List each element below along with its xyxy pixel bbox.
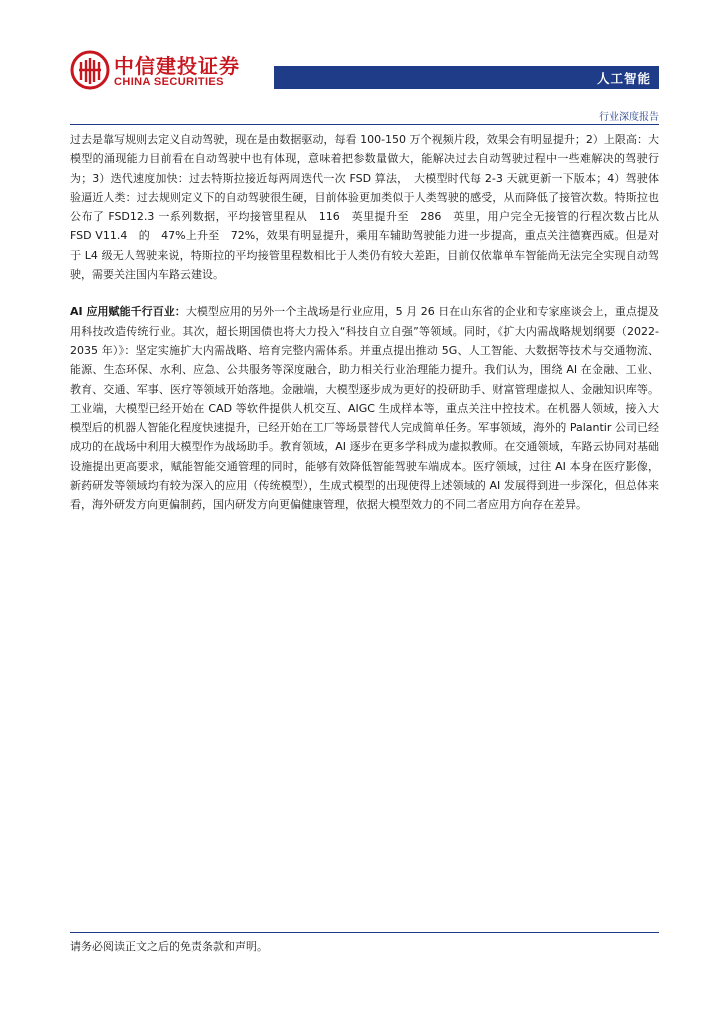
paragraph-autonomous-driving: 过去是靠写规则去定义自动驾驶，现在是由数据驱动，每看 100-150 万个视频片段，效果会有明显提升；2）上限高：大模型的涌现能力目前看在自动驾驶中也有体现，意味着把参数量做大，能解决过去自动驾驶过程中一些难解决的驾驶行为；3）迭代速度加快：过去特斯拉接近每两周迭代一次 FSD 算法， 大模型时代每 2-3 天就更新一下版本；4）驾驶体验逼近人类：过去规则定义下的自动驾驶很生硬，目前体验更加类似于人类驾驶的感受，从而降低了接管次数。特斯拉也公布了 FSD12.3 一系列数据，平均接管里程从 116 英里提升至 286 英里，用户完全无接管的行程次数占比从 FSD V11.4 的 47%上升至 72%，效果有明显提升，乘用车辅助驾驶能力进一步提高，重点关注德赛西威。但是对于 L4 级无人驾驶来说，特斯拉的平均接管里程数相比于人类仍有较大差距，目前仅依靠单车智能尚无法完全实现自动驾驶，需要关注国内车路云建设。 xyxy=(70,133,670,282)
report-type: 行业深度报告 xyxy=(599,112,659,123)
brand-name-cn: 中信建投证券 xyxy=(114,54,240,78)
paragraph-text: 大模型应用的另外一个主战场是行业应用，5 月 26 日在山东省的企业和专家座谈会上，重点提及用科技改造传统行业。其次，超长期国债也将大力投入“科技自立自强”等领域。同时，《扩大内需战略规划纲要（2022-2035 年）》：坚定实施扩大内需战略、培育完整内需体系。并重点提出推动 5G、人工智能、大数据等技术与交通物流、能源、生态环保、水利、应急、公共服务等深度融合，助力相关行业治理能力提升。我们认为，围绕 AI 在金融、工业、教育、交通、军事、医疗等领域开始落地。金融端，大模型逐步成为更好的投研助手、财富管理虚拟人、金融知识库等。工业端，大模型已经开始在 CAD 等软件提供人机交互、AIGC 生成样本等，重点关注中控技术。在机器人领域，接入大模型后的机器人智能化程度快速提升，已经开始在工厂等场景替代人完成简单任务。军事领域，海外的 Palantir 公司已经成功的在战场中利用大模型作为战场助手。教育领域，AI 逐步在更多学科成为虚拟教师。在交通领域，车路云协同对基础设施提出更高要求，赋能智能交通管理的同时，能够有效降低智能驾驶车端成本。医疗领域，过往 AI 本身在医疗影像，新药研发等领域均有较为深入的应用（传统模型），生成式模型的出现使得上述领域的 AI 发展得到进一步深化，但总体来看，海外研发方向更偏制药，国内研发方向更偏健康管理，依据大模型效力的不同二者应用方向存在差异。 xyxy=(70,305,660,512)
footer-disclaimer: 请务必阅读正文之后的免责条款和声明。 xyxy=(70,940,268,953)
paragraph-lead: AI 应用赋能千行百业： xyxy=(70,305,186,319)
footer-divider xyxy=(70,932,659,933)
report-body xyxy=(70,130,670,515)
section-title: 人工智能 xyxy=(596,71,651,86)
header-bar xyxy=(274,66,659,89)
china-securities-logo-icon xyxy=(70,50,110,90)
brand-name-en: CHINA SECURITIES xyxy=(114,76,224,88)
company-logo xyxy=(70,48,240,94)
paragraph-ai-applications xyxy=(70,302,659,514)
header-divider xyxy=(70,124,659,125)
